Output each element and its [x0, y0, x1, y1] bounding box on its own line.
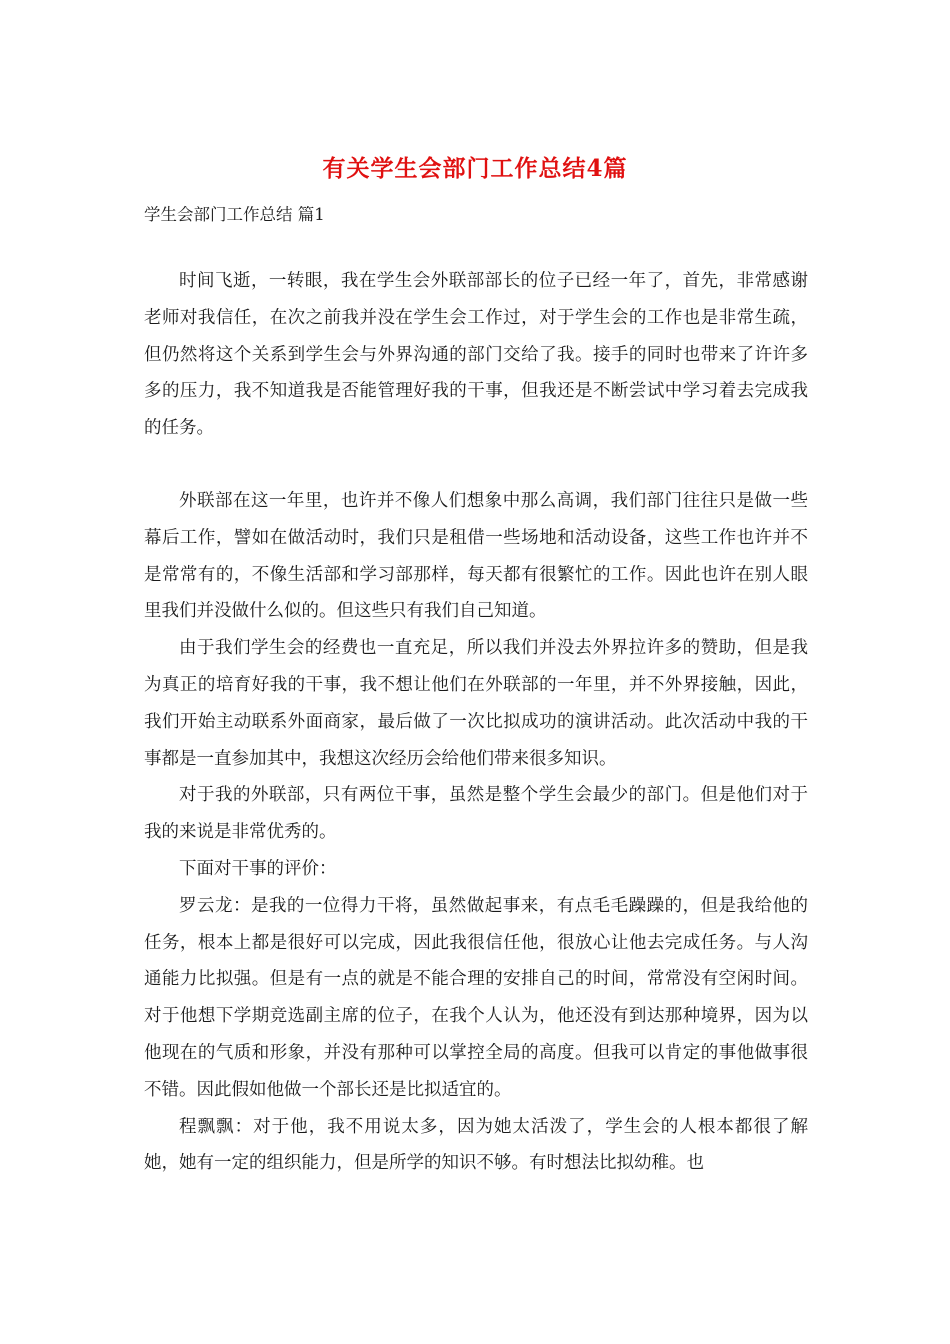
paragraph: 时间飞逝，一转眼，我在学生会外联部部长的位子已经一年了，首先，非常感谢老师对我信任，在次之前我并没在学生会工作过，对于学生会的工作也是非常生疏，但仍然将这个关系到学生会与外界沟通的部门交给了我。接手的同时也带来了许许多多的压力，我不知道我是否能管理好我的干事，但我还是不断尝试中学习着去完成我的任务。	[144, 271, 808, 439]
paragraph: 下面对干事的评价：	[179, 858, 337, 879]
paragraph: 对于我的外联部，只有两位干事，虽然是整个学生会最少的部门。但是他们对于我的来说是非常优秀的。	[144, 785, 808, 843]
document-title: 有关学生会部门工作总结4篇	[322, 155, 628, 182]
paragraph: 程飘飘：对于他，我不用说太多，因为她太活泼了，学生会的人根本都很了解她，她有一定的组织能力，但是所学的知识不够。有时想法比拟幼稚。也	[144, 1116, 808, 1174]
section-heading: 学生会部门工作总结 篇1	[144, 205, 325, 224]
paragraph: 外联部在这一年里，也许并不像人们想象中那么高调，我们部门往往只是做一些幕后工作，譬如在做活动时，我们只是租借一些场地和活动设备，这些工作也许并不是常常有的，不像生活部和学习部那样，每天都有很繁忙的工作。因此也许在别人眼里我们并没做什么似的。但这些只有我们自己知道。	[144, 491, 808, 622]
body-block-1	[144, 263, 808, 447]
paragraph: 罗云龙：是我的一位得力干将，虽然做起事来，有点毛毛躁躁的，但是我给他的任务，根本上都是很好可以完成，因此我很信任他，很放心让他去完成任务。与人沟通能力比拟强。但是有一点的就是不能合理的安排自己的时间，常常没有空闲时间。对于他想下学期竞选副主席的位子，在我个人认为，他还没有到达那种境界，因为以他现在的气质和形象，并没有那种可以掌控全局的高度。但我可以肯定的事他做事很不错。因此假如他做一个部长还是比拟适宜的。	[144, 895, 808, 1100]
body-block-2	[144, 483, 808, 1182]
paragraph: 由于我们学生会的经费也一直充足，所以我们并没去外界拉许多的赞助，但是我为真正的培育好我的干事，我不想让他们在外联部的一年里，并不外界接触，因此，我们开始主动联系外面商家，最后做了一次比拟成功的演讲活动。此次活动中我的干事都是一直参加其中，我想这次经历会给他们带来很多知识。	[144, 638, 808, 769]
